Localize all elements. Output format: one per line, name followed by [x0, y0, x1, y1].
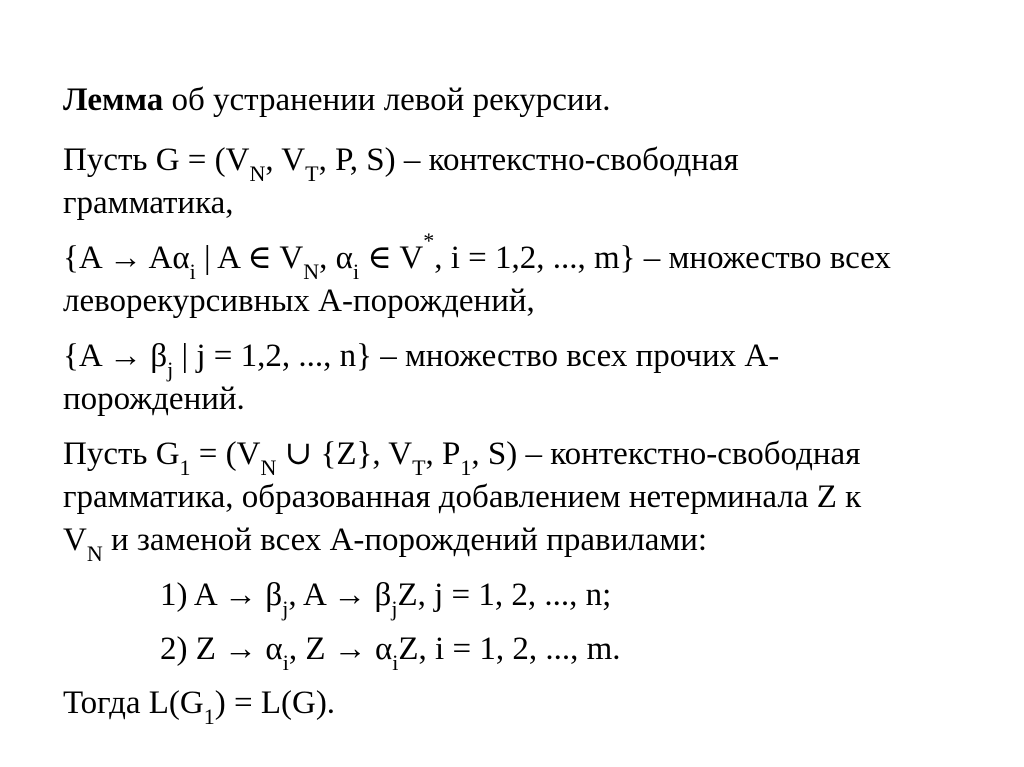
g1-def: Пусть $G_1 = (V_N$ ∪ {Z}, $V_T$, $P_1$, S) – контекстно-свободная [63, 436, 861, 480]
left-recursive-set-2: леворекурсивных А-порождений, [63, 283, 535, 319]
lemma-heading [63, 79, 611, 121]
g1-def-3: $V_N$ и заменой всех А-порождений правилами: [63, 522, 708, 566]
grammar-def-line: Пусть $G = (V_N$, $V_T$, P, S) – контекстно-свободная [63, 142, 739, 186]
other-set: {$A \to \beta_j$ | j = 1,2, ..., n} – множество всех прочих А- [63, 338, 780, 382]
lemma-title: Лемма [63, 82, 164, 118]
lemma-title-rest: об устранении левой рекурсии. [171, 82, 611, 118]
rule-1: 1) $A \to \beta_j$, $A \to \beta_jZ$, j = 1, 2, ..., n; [160, 577, 612, 621]
rule-2: 2) $Z \to \alpha_i$, $Z \to \alpha_iZ$, i = 1, 2, ..., m. [160, 631, 621, 675]
left-recursive-set: {$A \to A\alpha_i$ | A ∈ $V_N$, $\alpha_i$ ∈ V*, i = 1,2, ..., m} – множество всех [63, 228, 891, 284]
grammar-def-line-2: грамматика, [63, 185, 234, 221]
other-set-2: порождений. [63, 381, 245, 417]
conclusion: Тогда $L(G_1) = L(G)$. [63, 685, 336, 729]
g1-def-2: грамматика, образованная добавлением нетерминала Z к [63, 479, 862, 515]
